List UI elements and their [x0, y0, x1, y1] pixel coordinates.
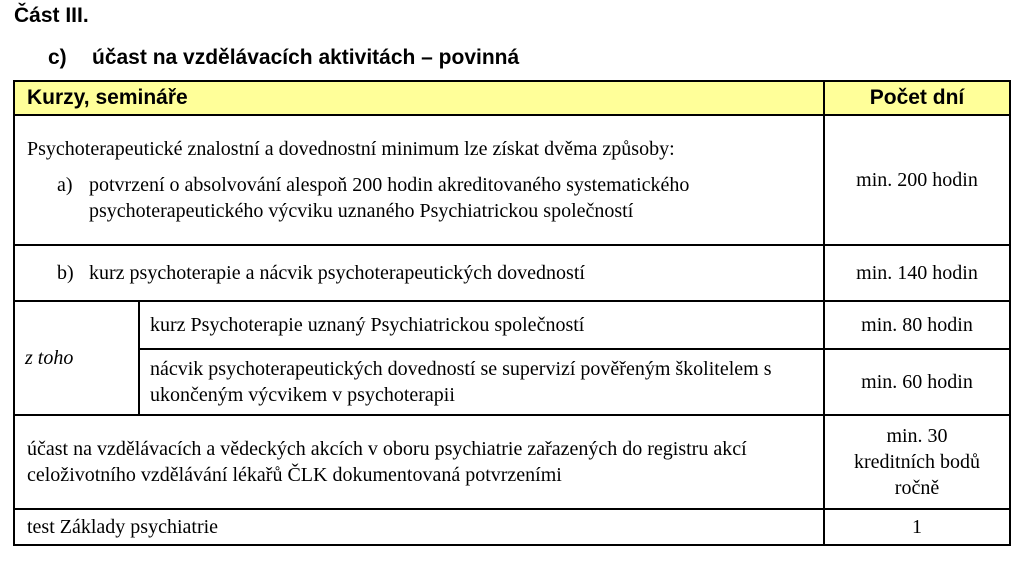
participation-value-line1: min. 30 [886, 425, 948, 447]
option-b-item [27, 260, 811, 286]
intro-text: Psychoterapeutické znalostní a dovednostní minimum lze získat dvěma způsoby: [27, 138, 675, 160]
option-b-cell [14, 245, 824, 301]
part-title: Část III. [14, 4, 89, 27]
section-letter: c) [48, 46, 67, 69]
of-which-label: z toho [14, 301, 139, 415]
table-header-row [14, 81, 1010, 115]
table-row-of-which-1 [14, 301, 1010, 349]
option-b-value: min. 140 hodin [824, 245, 1010, 301]
option-a-item [27, 172, 811, 224]
table-row-test [14, 509, 1010, 545]
participation-value [824, 415, 1010, 509]
option-a-value: min. 200 hodin [824, 115, 1010, 245]
section-heading: účast na vzdělávacích aktivitách – povinná [92, 46, 520, 69]
of-which-value-1: min. 80 hodin [824, 301, 1010, 349]
table-row-of-which-2 [14, 349, 1010, 415]
option-a-cell [14, 115, 824, 245]
of-which-value-2: min. 60 hodin [824, 349, 1010, 415]
option-b-text: kurz psychoterapie a nácvik psychoterapeutických dovedností [89, 262, 585, 284]
option-b-marker: b) [57, 262, 74, 284]
option-a-text: potvrzení o absolvování alespoň 200 hodin akreditovaného systematického psychoterapeutického výcviku uznaného Psychiatrickou společností [89, 174, 690, 222]
test-value: 1 [824, 509, 1010, 545]
section-title [48, 46, 519, 70]
header-days: Počet dní [824, 81, 1010, 115]
participation-value-line3: ročně [894, 477, 940, 499]
option-a-marker: a) [57, 174, 73, 196]
table-row-option-a [14, 115, 1010, 245]
of-which-text-2: nácvik psychoterapeutických dovedností se supervizí pověřeným školitelem s ukončeným výcvikem v psychoterapii [139, 349, 824, 415]
courses-table [13, 80, 1011, 546]
participation-value-line2: kreditních bodů [853, 451, 981, 473]
of-which-text-1: kurz Psychoterapie uznaný Psychiatrickou společností [139, 301, 824, 349]
table-row-option-b [14, 245, 1010, 301]
table-row-participation [14, 415, 1010, 509]
test-text: test Základy psychiatrie [14, 509, 824, 545]
participation-text: účast na vzdělávacích a vědeckých akcích v oboru psychiatrie zařazených do registru akcí celoživotního vzdělávání lékařů ČLK dokumentovaná potvrzeními [14, 415, 824, 509]
header-courses: Kurzy, semináře [14, 81, 824, 115]
